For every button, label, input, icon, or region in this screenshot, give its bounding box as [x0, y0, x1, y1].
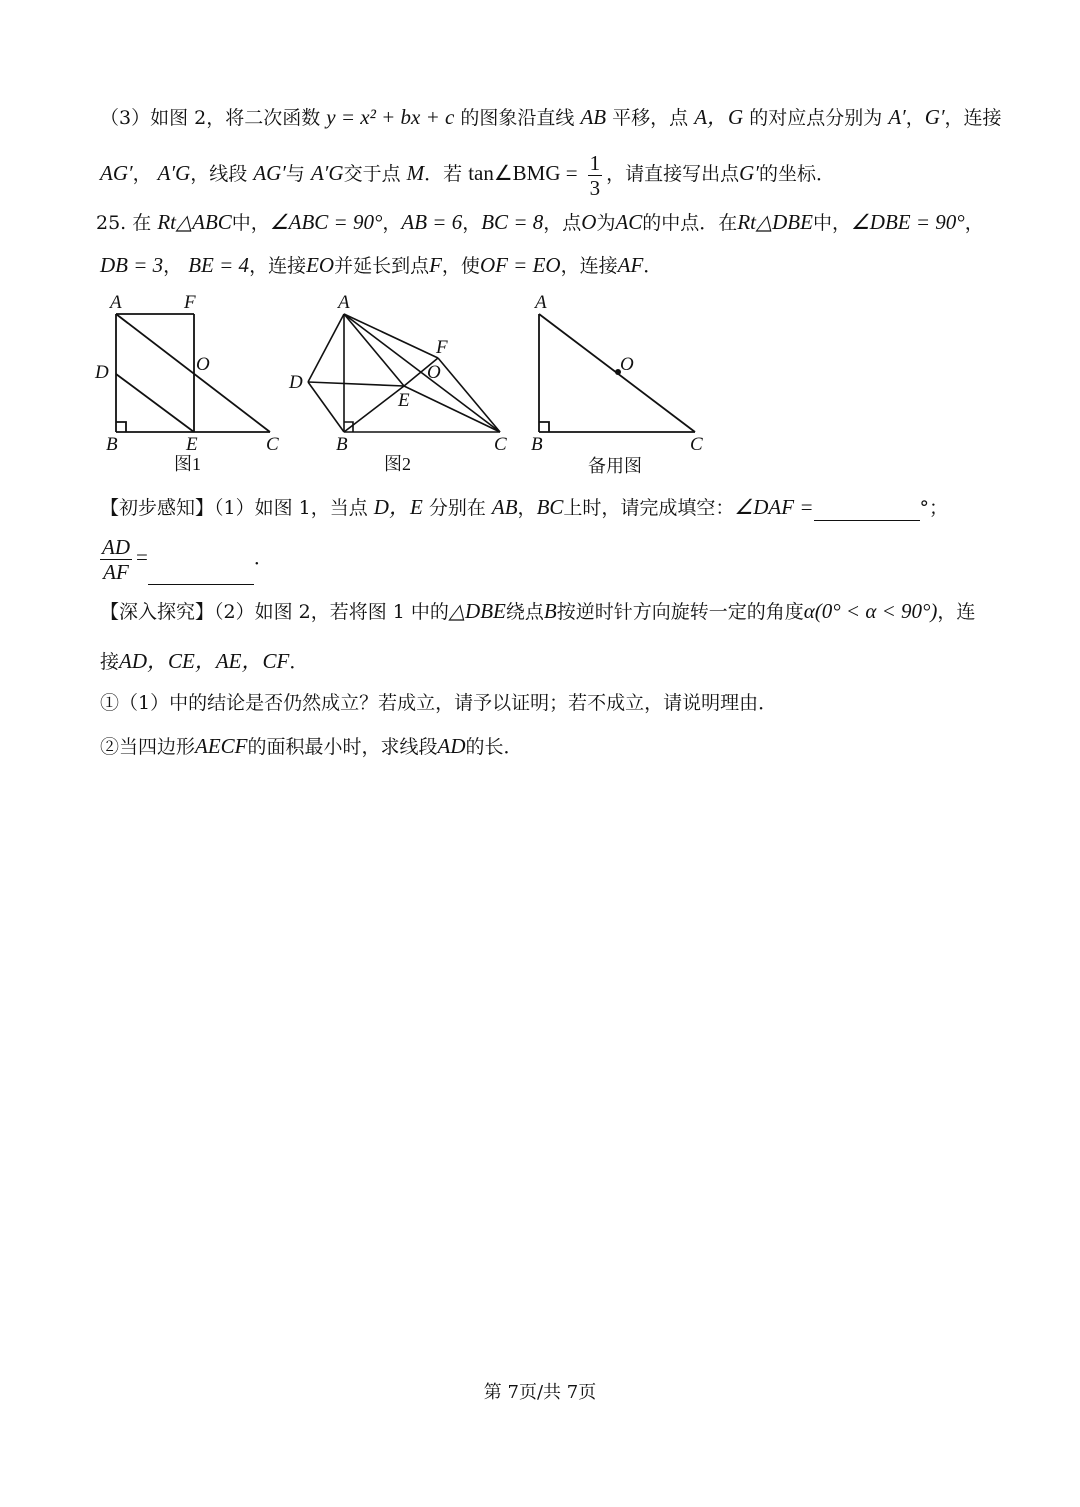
q25-sub1 — [100, 690, 990, 716]
condition: ∠DBE = 90° — [850, 210, 965, 234]
label: A — [110, 292, 122, 313]
segment-fc — [438, 358, 500, 432]
figure-1-labels — [94, 292, 279, 455]
figure-3-caption: 备用图 — [588, 456, 642, 476]
text: ， — [382, 212, 402, 234]
point-a-prime: A′ — [888, 105, 906, 129]
text: 的对应点分别为 — [749, 107, 883, 129]
label: F — [184, 292, 196, 313]
text: （2）如图 2，若将图 1 中的 — [214, 601, 449, 623]
fraction-numerator: AD — [102, 534, 130, 559]
segment-ad: AD — [437, 734, 466, 758]
segment-af: AF — [617, 253, 644, 277]
text: ， — [462, 212, 482, 234]
segment-de — [308, 382, 404, 386]
figure-2-caption: 图2 — [384, 454, 411, 474]
q25-part2-line2 — [100, 648, 990, 675]
text: （1）如图 1，当点 — [214, 497, 368, 519]
q25-part2-line1 — [100, 598, 990, 625]
figure-1 — [116, 314, 270, 432]
figure-2 — [308, 314, 500, 432]
segment-ac: AC — [615, 210, 643, 234]
label: A — [535, 292, 547, 313]
text: （3）如图 2，将二次函数 — [100, 107, 321, 129]
text: ． — [253, 547, 273, 569]
text: 按逆时针方向旋转一定的角度 — [556, 601, 804, 623]
text: ，请直接写出点 — [606, 163, 740, 185]
text: ． — [643, 255, 663, 277]
text: ②当四边形 — [100, 736, 196, 758]
angle-daf: ∠DAF = — [734, 495, 814, 519]
figure-2-labels — [288, 292, 507, 455]
text: 上时，请完成填空： — [563, 497, 735, 519]
point-g-prime: G′ — [924, 105, 945, 129]
segment-ag-prime: AG′ — [100, 161, 133, 185]
label: A — [338, 292, 350, 313]
question-number: 25. 在 — [96, 212, 152, 234]
label: D — [95, 362, 109, 383]
text: 与 — [285, 163, 305, 185]
text: = — [136, 545, 148, 569]
text: 的中点．在 — [642, 212, 738, 234]
text: 中， — [231, 212, 270, 234]
text: ， — [132, 163, 152, 185]
condition: OF = EO — [479, 253, 561, 277]
q25-part1-line2 — [100, 530, 990, 584]
label: E — [186, 434, 198, 455]
label: B — [336, 434, 348, 455]
triangle-dbe: △DBE — [448, 599, 506, 623]
q25-line1 — [96, 209, 986, 236]
text: ，连接 — [944, 107, 1002, 129]
segment-ab: AB — [491, 495, 518, 519]
label: B — [106, 434, 118, 455]
condition: BE = 4 — [188, 253, 250, 277]
segment-ae — [344, 314, 404, 386]
text: 的面积最小时，求线段 — [247, 736, 438, 758]
answer-blank-ratio[interactable] — [148, 564, 254, 585]
points-ag: A，G — [694, 105, 744, 129]
label: D — [289, 372, 303, 393]
text: 交于点 — [343, 163, 401, 185]
label: C — [494, 434, 507, 455]
triangle-abc: Rt△ABC — [157, 210, 232, 234]
text: 的图象沿直线 — [460, 107, 575, 129]
point-b: B — [543, 599, 557, 623]
text: ，点 — [543, 212, 582, 234]
segment-db — [308, 382, 344, 432]
fraction-one-third — [588, 151, 603, 200]
segment-ec — [404, 386, 500, 432]
figure-1-caption: 图1 — [174, 454, 201, 474]
triangle-dbe: Rt△DBE — [737, 210, 813, 234]
label: O — [196, 354, 210, 375]
text: °； — [919, 497, 949, 519]
text: 的长． — [465, 736, 523, 758]
text: 绕点 — [505, 601, 544, 623]
segment-ag-prime: AG′ — [253, 161, 286, 185]
text: 平移，点 — [612, 107, 689, 129]
text: ．若 — [424, 163, 463, 185]
text: 为 — [596, 212, 616, 234]
tan-expression: tan∠BMG = — [468, 161, 578, 185]
fraction-denominator: AF — [103, 559, 129, 584]
text: 中， — [812, 212, 851, 234]
q24-part3-line2 — [100, 148, 990, 198]
label: B — [531, 434, 543, 455]
text: ， — [964, 212, 984, 234]
text: 接 — [100, 651, 120, 673]
text: 的坐标． — [758, 163, 835, 185]
segments-list: AD，CE，AE，CF — [119, 649, 290, 673]
segment-ac — [116, 314, 270, 432]
label: O — [620, 354, 634, 375]
fraction-ad-af — [100, 535, 132, 584]
line-ab: AB — [580, 105, 607, 129]
quadratic-formula: y = x² + bx + c — [326, 105, 455, 129]
answer-blank-angle[interactable] — [814, 500, 920, 521]
text: 分别在 — [428, 497, 486, 519]
segment-a-prime-g: A′G — [157, 161, 191, 185]
text: ，线段 — [190, 163, 248, 185]
label: C — [690, 434, 703, 455]
q24-part3-line1 — [100, 104, 1002, 131]
point-g-prime: G′ — [739, 161, 759, 185]
quadrilateral-aecf: AECF — [195, 734, 248, 758]
segment-de — [116, 374, 194, 432]
points-de: D，E — [373, 495, 423, 519]
point-f: F — [429, 253, 442, 277]
text: ， — [517, 497, 537, 519]
point-m: M — [406, 161, 425, 185]
text: ，连 — [937, 601, 976, 623]
label: E — [398, 390, 410, 411]
label: C — [266, 434, 279, 455]
condition: DB = 3 — [100, 253, 164, 277]
section-tag: 【深入探究】 — [100, 601, 215, 623]
label: F — [436, 337, 448, 358]
section-tag: 【初步感知】 — [100, 497, 215, 519]
fraction-denominator: 3 — [589, 175, 601, 200]
right-angle-mark — [539, 422, 549, 432]
fraction-numerator: 1 — [589, 150, 601, 175]
text: ， — [905, 107, 925, 129]
condition: AB = 6 — [401, 210, 463, 234]
right-angle-mark — [116, 422, 126, 432]
condition: BC = 8 — [481, 210, 544, 234]
text: ①（1）中的结论是否仍然成立？若成立，请予以证明；若不成立，请说明理由． — [100, 692, 778, 714]
angle-alpha: α(0° < α < 90°) — [803, 599, 938, 623]
q25-part1-line1 — [100, 494, 990, 521]
label: O — [427, 362, 441, 383]
segment-af — [344, 314, 438, 358]
segment-eo: EO — [306, 253, 335, 277]
text: ． — [289, 651, 309, 673]
segment-ad — [308, 314, 344, 382]
page-footer: 第 7页/共 7页 — [483, 1382, 597, 1403]
text: ，连接 — [249, 255, 307, 277]
segment-bc: BC — [536, 495, 564, 519]
segment-a-prime-g: A′G — [310, 161, 344, 185]
q25-sub2 — [100, 733, 990, 760]
geometry-figures — [90, 290, 730, 490]
condition: ∠ABC = 90° — [269, 210, 383, 234]
text: ，使 — [441, 255, 480, 277]
text: ，连接 — [560, 255, 618, 277]
text: 并延长到点 — [334, 255, 430, 277]
point-o: O — [581, 210, 597, 234]
text: ， — [163, 255, 183, 277]
q25-line2 — [100, 252, 990, 279]
